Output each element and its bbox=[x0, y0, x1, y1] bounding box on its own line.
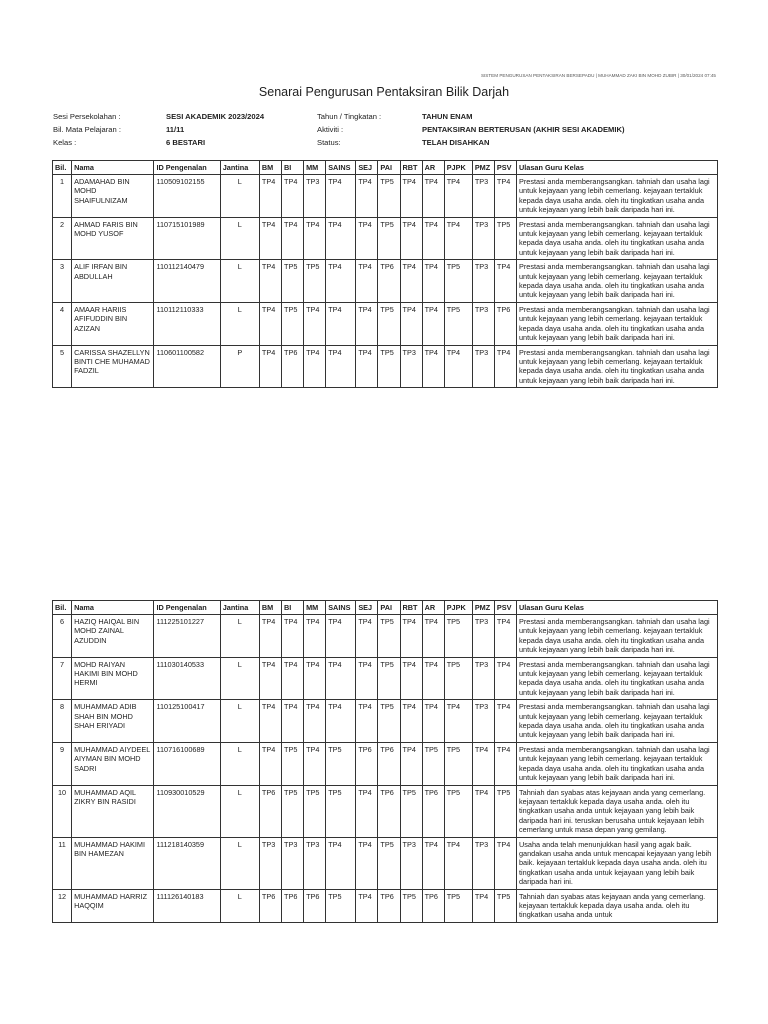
meta-sesi-value: SESI AKADEMIK 2023/2024 bbox=[166, 112, 265, 121]
cell-grade: TP4 bbox=[282, 217, 304, 260]
column-header: Ulasan Guru Kelas bbox=[517, 161, 718, 175]
cell-bil: 5 bbox=[53, 345, 72, 388]
column-header: AR bbox=[422, 161, 444, 175]
cell-grade: TP5 bbox=[400, 785, 422, 837]
cell-grade: TP4 bbox=[422, 657, 444, 700]
cell-ulasan: Prestasi anda memberangsangkan. tahniah dan usaha lagi untuk kejayaan yang lebih cemerlang. kejayaan tertakluk kepada daya usaha anda. oleh itu tingkatkan usaha anda untuk kejayaan yang lebih baik daripada hari ini. bbox=[517, 742, 718, 785]
cell-grade: TP4 bbox=[422, 260, 444, 303]
cell-ulasan: Tahniah dan syabas atas kejayaan anda yang cemerlang. kejayaan tertakluk kepada daya usaha anda. oleh itu tingkatkan usaha anda untuk bbox=[517, 889, 718, 922]
cell-grade: TP4 bbox=[356, 217, 378, 260]
cell-bil: 11 bbox=[53, 837, 72, 889]
table-row bbox=[53, 657, 718, 700]
cell-grade: TP5 bbox=[378, 657, 400, 700]
cell-grade: TP4 bbox=[356, 302, 378, 345]
cell-grade: TP4 bbox=[356, 837, 378, 889]
column-header: SAINS bbox=[326, 161, 356, 175]
cell-grade: TP4 bbox=[356, 260, 378, 303]
cell-grade: TP4 bbox=[304, 615, 326, 658]
column-header: BI bbox=[282, 161, 304, 175]
system-header-line: SISTEM PENGURUSAN PENTAKSIRAN BERSEPADU | MUHAMMAD ZAKI BIN MOHD ZUBIR | 30/01/2024 07:45 bbox=[480, 73, 716, 78]
cell-grade: TP4 bbox=[422, 700, 444, 743]
cell-nama: MUHAMMAD HARRIZ HAQQIM bbox=[72, 889, 154, 922]
cell-nama: MUHAMMAD ADIB SHAH BIN MOHD SHAH ERIYADI bbox=[72, 700, 154, 743]
cell-grade: TP3 bbox=[472, 615, 494, 658]
cell-grade: TP4 bbox=[400, 615, 422, 658]
meta-bil-mp-label: Bil. Mata Pelajaran : bbox=[53, 125, 121, 134]
cell-grade: TP5 bbox=[444, 302, 472, 345]
cell-jantina: P bbox=[220, 345, 259, 388]
cell-grade: TP5 bbox=[444, 742, 472, 785]
cell-ulasan: Prestasi anda memberangsangkan. tahniah dan usaha lagi untuk kejayaan yang lebih cemerlang. kejayaan tertakluk kepada daya usaha anda. oleh itu tingkatkan usaha anda untuk kejayaan yang lebih baik daripada hari ini. bbox=[517, 345, 718, 388]
cell-grade: TP4 bbox=[444, 175, 472, 218]
page-title: Senarai Pengurusan Pentaksiran Bilik Darjah bbox=[258, 85, 510, 99]
cell-grade: TP4 bbox=[356, 700, 378, 743]
cell-grade: TP4 bbox=[472, 785, 494, 837]
cell-grade: TP4 bbox=[444, 345, 472, 388]
cell-ulasan: Prestasi anda memberangsangkan. tahniah dan usaha lagi untuk kejayaan yang lebih cemerlang. kejayaan tertakluk kepada daya usaha anda. oleh itu tingkatkan usaha anda untuk kejayaan yang lebih baik daripada hari ini. bbox=[517, 260, 718, 303]
cell-grade: TP4 bbox=[400, 217, 422, 260]
cell-ulasan: Prestasi anda memberangsangkan. tahniah dan usaha lagi untuk kejayaan yang lebih cemerlang. kejayaan tertakluk kepada daya usaha anda. oleh itu tingkatkan usaha anda untuk kejayaan yang lebih baik daripada hari ini. bbox=[517, 657, 718, 700]
assessment-table-2 bbox=[52, 600, 718, 923]
cell-grade: TP6 bbox=[422, 889, 444, 922]
cell-grade: TP4 bbox=[472, 742, 494, 785]
table-body bbox=[53, 615, 718, 923]
table-row bbox=[53, 217, 718, 260]
column-header: PMZ bbox=[472, 601, 494, 615]
table-body bbox=[53, 175, 718, 388]
table-row bbox=[53, 615, 718, 658]
cell-grade: TP4 bbox=[422, 217, 444, 260]
column-header: ID Pengenalan bbox=[154, 161, 220, 175]
cell-nama: HAZIQ HAIQAL BIN MOHD ZAINAL AZUDDIN bbox=[72, 615, 154, 658]
cell-id: 110125100417 bbox=[154, 700, 220, 743]
cell-jantina: L bbox=[220, 175, 259, 218]
cell-bil: 8 bbox=[53, 700, 72, 743]
cell-ulasan: Prestasi anda memberangsangkan. tahniah dan usaha lagi untuk kejayaan yang lebih cemerlang. kejayaan tertakluk kepada daya usaha anda. oleh itu tingkatkan usaha anda untuk kejayaan yang lebih baik daripada hari ini. bbox=[517, 175, 718, 218]
column-header: Nama bbox=[72, 161, 154, 175]
cell-grade: TP4 bbox=[326, 837, 356, 889]
cell-grade: TP3 bbox=[400, 837, 422, 889]
cell-grade: TP5 bbox=[282, 302, 304, 345]
cell-grade: TP5 bbox=[304, 260, 326, 303]
cell-grade: TP5 bbox=[444, 889, 472, 922]
cell-grade: TP3 bbox=[472, 837, 494, 889]
cell-grade: TP4 bbox=[259, 302, 281, 345]
cell-ulasan: Prestasi anda memberangsangkan. tahniah dan usaha lagi untuk kejayaan yang lebih cemerlang. kejayaan tertakluk kepada daya usaha anda. oleh itu tingkatkan usaha anda untuk kejayaan yang lebih baik daripada hari ini. bbox=[517, 700, 718, 743]
cell-jantina: L bbox=[220, 837, 259, 889]
cell-bil: 9 bbox=[53, 742, 72, 785]
meta-status-label: Status: bbox=[317, 138, 341, 147]
table-row bbox=[53, 302, 718, 345]
cell-grade: TP4 bbox=[444, 837, 472, 889]
cell-grade: TP4 bbox=[304, 657, 326, 700]
cell-grade: TP4 bbox=[259, 700, 281, 743]
cell-id: 110509102155 bbox=[154, 175, 220, 218]
cell-grade: TP3 bbox=[472, 302, 494, 345]
cell-grade: TP3 bbox=[304, 837, 326, 889]
cell-grade: TP4 bbox=[282, 657, 304, 700]
cell-jantina: L bbox=[220, 302, 259, 345]
cell-grade: TP4 bbox=[259, 260, 281, 303]
cell-grade: TP4 bbox=[326, 615, 356, 658]
cell-grade: TP4 bbox=[304, 700, 326, 743]
cell-grade: TP3 bbox=[472, 345, 494, 388]
cell-grade: TP5 bbox=[444, 260, 472, 303]
cell-grade: TP5 bbox=[326, 742, 356, 785]
meta-sesi-label: Sesi Persekolahan : bbox=[53, 112, 121, 121]
cell-grade: TP5 bbox=[444, 785, 472, 837]
cell-grade: TP5 bbox=[326, 785, 356, 837]
cell-grade: TP6 bbox=[304, 889, 326, 922]
cell-grade: TP4 bbox=[304, 742, 326, 785]
cell-grade: TP5 bbox=[378, 615, 400, 658]
cell-ulasan: Tahniah dan syabas atas kejayaan anda yang cemerlang. kejayaan tertakluk kepada daya usaha anda. oleh itu tingkatkan usaha anda untuk kejayaan yang lebih baik daripada hari ini. teruskan berusaha untuk kejayaan lebih cemerlang untuk masa depan yang gemilang. bbox=[517, 785, 718, 837]
cell-grade: TP4 bbox=[326, 175, 356, 218]
table-row bbox=[53, 785, 718, 837]
cell-grade: TP4 bbox=[494, 345, 516, 388]
cell-bil: 4 bbox=[53, 302, 72, 345]
cell-grade: TP3 bbox=[282, 837, 304, 889]
cell-grade: TP4 bbox=[356, 615, 378, 658]
column-header: RBT bbox=[400, 601, 422, 615]
cell-grade: TP3 bbox=[472, 700, 494, 743]
cell-grade: TP4 bbox=[326, 217, 356, 260]
cell-nama: MUHAMMAD AIYDEEL AIYMAN BIN MOHD SADRI bbox=[72, 742, 154, 785]
cell-ulasan: Usaha anda telah menunjukkan hasil yang agak baik. gandakan usaha anda untuk mencapai kejayaan yang lebih baik. kejayaan tertakluk kepada daya usaha anda. oleh itu tingkatkan usaha anda untuk kejayaan yang lebih baik daripada hari ini. bbox=[517, 837, 718, 889]
cell-grade: TP5 bbox=[422, 742, 444, 785]
cell-bil: 12 bbox=[53, 889, 72, 922]
cell-grade: TP5 bbox=[326, 889, 356, 922]
table-header-row bbox=[53, 601, 718, 615]
cell-grade: TP4 bbox=[400, 700, 422, 743]
cell-grade: TP4 bbox=[356, 785, 378, 837]
cell-grade: TP6 bbox=[378, 742, 400, 785]
meta-tahun-label: Tahun / Tingkatan : bbox=[317, 112, 382, 121]
cell-grade: TP3 bbox=[472, 260, 494, 303]
cell-grade: TP5 bbox=[444, 615, 472, 658]
cell-jantina: L bbox=[220, 260, 259, 303]
column-header: PAI bbox=[378, 161, 400, 175]
cell-id: 110601100582 bbox=[154, 345, 220, 388]
cell-grade: TP5 bbox=[494, 889, 516, 922]
cell-grade: TP4 bbox=[494, 742, 516, 785]
cell-grade: TP4 bbox=[494, 837, 516, 889]
cell-jantina: L bbox=[220, 657, 259, 700]
cell-grade: TP4 bbox=[282, 700, 304, 743]
cell-grade: TP5 bbox=[494, 217, 516, 260]
cell-grade: TP5 bbox=[378, 217, 400, 260]
cell-grade: TP6 bbox=[356, 742, 378, 785]
table-header-row bbox=[53, 161, 718, 175]
column-header: Jantina bbox=[220, 601, 259, 615]
cell-jantina: L bbox=[220, 785, 259, 837]
cell-grade: TP4 bbox=[259, 657, 281, 700]
cell-grade: TP4 bbox=[326, 345, 356, 388]
cell-id: 110715101989 bbox=[154, 217, 220, 260]
table-row bbox=[53, 700, 718, 743]
meta-aktiviti-value: PENTAKSIRAN BERTERUSAN (AKHIR SESI AKADEMIK) bbox=[422, 125, 625, 134]
cell-grade: TP3 bbox=[472, 217, 494, 260]
column-header: PJPK bbox=[444, 161, 472, 175]
cell-grade: TP4 bbox=[444, 217, 472, 260]
cell-grade: TP5 bbox=[400, 889, 422, 922]
cell-nama: MUHAMMAD AQIL ZIKRY BIN RASIDI bbox=[72, 785, 154, 837]
cell-grade: TP6 bbox=[259, 785, 281, 837]
column-header: PJPK bbox=[444, 601, 472, 615]
cell-jantina: L bbox=[220, 742, 259, 785]
cell-grade: TP6 bbox=[378, 785, 400, 837]
cell-nama: MOHD RAIYAN HAKIMI BIN MOHD HERMI bbox=[72, 657, 154, 700]
cell-id: 110112140479 bbox=[154, 260, 220, 303]
cell-grade: TP3 bbox=[472, 175, 494, 218]
cell-grade: TP5 bbox=[378, 175, 400, 218]
cell-grade: TP3 bbox=[304, 175, 326, 218]
assessment-table-1 bbox=[52, 160, 718, 388]
column-header: SEJ bbox=[356, 161, 378, 175]
cell-grade: TP4 bbox=[472, 889, 494, 922]
cell-grade: TP4 bbox=[304, 217, 326, 260]
cell-nama: CARISSA SHAZELLYN BINTI CHE MUHAMAD FADZIL bbox=[72, 345, 154, 388]
table-row bbox=[53, 175, 718, 218]
cell-grade: TP4 bbox=[422, 837, 444, 889]
cell-bil: 6 bbox=[53, 615, 72, 658]
cell-grade: TP5 bbox=[494, 785, 516, 837]
cell-id: 110716100689 bbox=[154, 742, 220, 785]
column-header: Ulasan Guru Kelas bbox=[517, 601, 718, 615]
cell-grade: TP4 bbox=[400, 302, 422, 345]
cell-ulasan: Prestasi anda memberangsangkan. tahniah dan usaha lagi untuk kejayaan yang lebih cemerlang. kejayaan tertakluk kepada daya usaha anda. oleh itu tingkatkan usaha anda untuk kejayaan yang lebih baik daripada hari ini. bbox=[517, 302, 718, 345]
cell-grade: TP4 bbox=[400, 657, 422, 700]
cell-grade: TP4 bbox=[444, 700, 472, 743]
meta-kelas-label: Kelas : bbox=[53, 138, 77, 147]
cell-grade: TP4 bbox=[304, 345, 326, 388]
column-header: BI bbox=[282, 601, 304, 615]
cell-grade: TP6 bbox=[282, 345, 304, 388]
cell-grade: TP4 bbox=[422, 615, 444, 658]
column-header: Nama bbox=[72, 601, 154, 615]
cell-grade: TP4 bbox=[422, 302, 444, 345]
cell-bil: 2 bbox=[53, 217, 72, 260]
cell-grade: TP6 bbox=[378, 889, 400, 922]
cell-grade: TP4 bbox=[326, 302, 356, 345]
cell-grade: TP6 bbox=[378, 260, 400, 303]
cell-grade: TP3 bbox=[472, 657, 494, 700]
cell-bil: 3 bbox=[53, 260, 72, 303]
table-row bbox=[53, 837, 718, 889]
cell-grade: TP5 bbox=[378, 345, 400, 388]
cell-grade: TP4 bbox=[356, 345, 378, 388]
meta-bil-mp-value: 11/11 bbox=[166, 125, 185, 134]
cell-grade: TP4 bbox=[494, 175, 516, 218]
cell-grade: TP5 bbox=[282, 742, 304, 785]
cell-grade: TP4 bbox=[282, 175, 304, 218]
cell-grade: TP6 bbox=[259, 889, 281, 922]
cell-grade: TP4 bbox=[259, 217, 281, 260]
cell-id: 110930010529 bbox=[154, 785, 220, 837]
cell-grade: TP4 bbox=[304, 302, 326, 345]
cell-grade: TP5 bbox=[378, 302, 400, 345]
table-row bbox=[53, 345, 718, 388]
cell-bil: 1 bbox=[53, 175, 72, 218]
column-header: BM bbox=[259, 601, 281, 615]
column-header: ID Pengenalan bbox=[154, 601, 220, 615]
cell-grade: TP4 bbox=[494, 700, 516, 743]
column-header: AR bbox=[422, 601, 444, 615]
table-row bbox=[53, 742, 718, 785]
cell-grade: TP4 bbox=[259, 175, 281, 218]
cell-grade: TP6 bbox=[494, 302, 516, 345]
table-row bbox=[53, 260, 718, 303]
cell-grade: TP4 bbox=[326, 700, 356, 743]
cell-grade: TP4 bbox=[494, 657, 516, 700]
cell-grade: TP5 bbox=[378, 700, 400, 743]
cell-id: 110112110333 bbox=[154, 302, 220, 345]
cell-id: 111126140183 bbox=[154, 889, 220, 922]
column-header: Bil. bbox=[53, 161, 72, 175]
cell-id: 111225101227 bbox=[154, 615, 220, 658]
cell-grade: TP3 bbox=[400, 345, 422, 388]
cell-jantina: L bbox=[220, 889, 259, 922]
cell-grade: TP4 bbox=[400, 742, 422, 785]
column-header: RBT bbox=[400, 161, 422, 175]
meta-kelas-value: 6 BESTARI bbox=[166, 138, 206, 147]
cell-id: 111030140533 bbox=[154, 657, 220, 700]
cell-nama: ALIF IRFAN BIN ABDULLAH bbox=[72, 260, 154, 303]
cell-grade: TP4 bbox=[259, 742, 281, 785]
cell-grade: TP4 bbox=[494, 615, 516, 658]
cell-bil: 7 bbox=[53, 657, 72, 700]
meta-status-value: TELAH DISAHKAN bbox=[422, 138, 490, 147]
column-header: Jantina bbox=[220, 161, 259, 175]
cell-id: 111218140359 bbox=[154, 837, 220, 889]
cell-grade: TP5 bbox=[378, 837, 400, 889]
meta-aktiviti-label: Aktiviti : bbox=[317, 125, 344, 134]
column-header: PAI bbox=[378, 601, 400, 615]
column-header: MM bbox=[304, 601, 326, 615]
cell-grade: TP4 bbox=[356, 175, 378, 218]
cell-grade: TP4 bbox=[400, 175, 422, 218]
cell-jantina: L bbox=[220, 700, 259, 743]
cell-grade: TP5 bbox=[282, 785, 304, 837]
cell-grade: TP5 bbox=[444, 657, 472, 700]
cell-grade: TP4 bbox=[259, 615, 281, 658]
column-header: PSV bbox=[494, 161, 516, 175]
cell-nama: MUHAMMAD HAKIMI BIN HAMEZAN bbox=[72, 837, 154, 889]
cell-grade: TP6 bbox=[422, 785, 444, 837]
cell-grade: TP3 bbox=[259, 837, 281, 889]
cell-ulasan: Prestasi anda memberangsangkan. tahniah dan usaha lagi untuk kejayaan yang lebih cemerlang. kejayaan tertakluk kepada daya usaha anda. oleh itu tingkatkan usaha anda untuk kejayaan yang lebih baik daripada hari ini. bbox=[517, 217, 718, 260]
cell-bil: 10 bbox=[53, 785, 72, 837]
cell-jantina: L bbox=[220, 615, 259, 658]
cell-jantina: L bbox=[220, 217, 259, 260]
cell-grade: TP4 bbox=[282, 615, 304, 658]
meta-tahun-value: TAHUN ENAM bbox=[422, 112, 473, 121]
column-header: PSV bbox=[494, 601, 516, 615]
cell-grade: TP4 bbox=[326, 260, 356, 303]
column-header: MM bbox=[304, 161, 326, 175]
cell-grade: TP4 bbox=[422, 175, 444, 218]
cell-grade: TP5 bbox=[304, 785, 326, 837]
cell-grade: TP4 bbox=[400, 260, 422, 303]
cell-grade: TP5 bbox=[282, 260, 304, 303]
table-row bbox=[53, 889, 718, 922]
column-header: SAINS bbox=[326, 601, 356, 615]
cell-grade: TP4 bbox=[356, 657, 378, 700]
cell-grade: TP6 bbox=[282, 889, 304, 922]
cell-nama: ADAMAHAD BIN MOHD SHAIFULNIZAM bbox=[72, 175, 154, 218]
cell-ulasan: Prestasi anda memberangsangkan. tahniah dan usaha lagi untuk kejayaan yang lebih cemerlang. kejayaan tertakluk kepada daya usaha anda. oleh itu tingkatkan usaha anda untuk kejayaan yang lebih baik daripada hari ini. bbox=[517, 615, 718, 658]
cell-grade: TP4 bbox=[356, 889, 378, 922]
column-header: Bil. bbox=[53, 601, 72, 615]
cell-grade: TP4 bbox=[259, 345, 281, 388]
cell-grade: TP4 bbox=[422, 345, 444, 388]
cell-nama: AHMAD FARIS BIN MOHD YUSOF bbox=[72, 217, 154, 260]
cell-grade: TP4 bbox=[494, 260, 516, 303]
cell-nama: AMAAR HARIIS AFIFUDDIN BIN AZIZAN bbox=[72, 302, 154, 345]
column-header: PMZ bbox=[472, 161, 494, 175]
cell-grade: TP4 bbox=[326, 657, 356, 700]
column-header: BM bbox=[259, 161, 281, 175]
column-header: SEJ bbox=[356, 601, 378, 615]
